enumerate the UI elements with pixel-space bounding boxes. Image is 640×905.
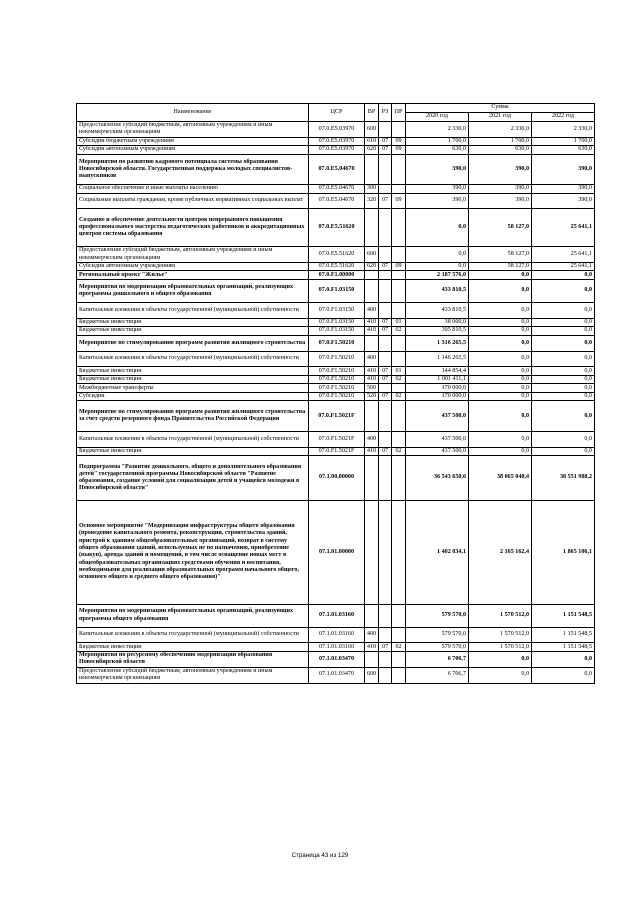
row-pr-cell (392, 122, 406, 138)
row-pr-cell (392, 501, 406, 604)
row-pr-cell (392, 303, 406, 319)
row-pr-cell (392, 604, 406, 627)
row-value-2021: 0,0 (469, 392, 532, 401)
row-vr-cell (365, 456, 379, 501)
row-vr-cell: 620 (365, 146, 379, 155)
row-pr-cell: 09 (392, 146, 406, 155)
table-row (77, 335, 595, 351)
row-name-cell: Предоставление субсидий бюджетным, автономным учреждениям и иным некоммерческим организациям (77, 247, 309, 263)
row-vr-cell: 410 (365, 327, 379, 336)
row-vr-cell: 400 (365, 351, 379, 367)
header-name: Наименование (77, 104, 309, 122)
row-name-cell: Бюджетные инвестиции (77, 327, 309, 336)
header-year-2021: 2021 год (469, 113, 532, 122)
row-vr-cell: 410 (365, 447, 379, 456)
row-vr-cell (365, 335, 379, 351)
row-name-cell: Субсидии бюджетным учреждениям (77, 137, 309, 146)
row-name-cell: Капитальные вложения в объекты государственной (муниципальной) собственности (77, 431, 309, 447)
row-csr-cell: 07.0.F1.5021F (309, 447, 365, 456)
row-pr-cell (392, 351, 406, 367)
row-csr-cell: 07.0.E5.03970 (309, 146, 365, 155)
row-value-2020: 38 000,0 (406, 318, 469, 327)
row-value-2021: 0,0 (469, 327, 532, 336)
row-value-2022: 1 151 548,5 (532, 643, 595, 652)
row-pr-cell: 09 (392, 262, 406, 271)
table-row (77, 262, 595, 271)
row-value-2021: 58 127,0 (469, 247, 532, 263)
table-row (77, 627, 595, 643)
row-vr-cell: 410 (365, 375, 379, 384)
row-value-2021: 1 700,0 (469, 137, 532, 146)
row-pr-cell: 01 (392, 367, 406, 376)
row-vr-cell: 600 (365, 667, 379, 683)
row-value-2021: 0,0 (469, 447, 532, 456)
row-rz-cell (379, 271, 392, 280)
row-name-cell: Бюджетные инвестиции (77, 318, 309, 327)
row-name-cell: Межбюджетные трансферты (77, 384, 309, 393)
table-row (77, 351, 595, 367)
row-csr-cell: 07.1.01.03470 (309, 667, 365, 683)
row-csr-cell: 07.0.F1.50210 (309, 351, 365, 367)
row-value-2020: 1 146 265,5 (406, 351, 469, 367)
row-rz-cell (379, 627, 392, 643)
budget-table (76, 103, 595, 684)
row-rz-cell: 07 (379, 392, 392, 401)
row-csr-cell: 07.1.01.03160 (309, 643, 365, 652)
row-vr-cell (365, 271, 379, 280)
row-csr-cell: 07.0.E5.51620 (309, 247, 365, 263)
row-name-cell: Мероприятия по развитию кадрового потенциала системы образования Новосибирской области. Государственная поддержка молодых специалистов-выпускников (77, 154, 309, 184)
row-value-2021: 1 570 512,0 (469, 643, 532, 652)
row-value-2020: 390,0 (406, 185, 469, 194)
row-value-2022: 390,0 (532, 154, 595, 184)
row-pr-cell: 09 (392, 193, 406, 209)
table-row (77, 456, 595, 501)
row-value-2021: 390,0 (469, 185, 532, 194)
row-value-2022: 0,0 (532, 401, 595, 431)
row-value-2020: 2 187 576,0 (406, 271, 469, 280)
row-pr-cell (392, 154, 406, 184)
table-row (77, 392, 595, 401)
row-rz-cell (379, 122, 392, 138)
row-rz-cell (379, 351, 392, 367)
row-vr-cell: 410 (365, 643, 379, 652)
table-row (77, 667, 595, 683)
row-name-cell: Субсидии (77, 392, 309, 401)
row-rz-cell (379, 303, 392, 319)
row-value-2020: 579 570,0 (406, 604, 469, 627)
row-name-cell: Создание и обеспечение деятельности центров непрерывного повышения профессионального мастерства педагогических работников и аккредитационных центров системы образования (77, 209, 309, 247)
row-value-2022: 25 641,1 (532, 247, 595, 263)
row-csr-cell: 07.0.F1.50210 (309, 367, 365, 376)
table-row (77, 193, 595, 209)
row-value-2020: 36 543 650,6 (406, 456, 469, 501)
row-value-2021: 38 065 048,4 (469, 456, 532, 501)
row-value-2022: 390,0 (532, 185, 595, 194)
row-value-2021: 0,0 (469, 401, 532, 431)
row-value-2021: 390,0 (469, 154, 532, 184)
row-value-2020: 2 330,0 (406, 122, 469, 138)
row-vr-cell: 320 (365, 193, 379, 209)
row-value-2020: 390,0 (406, 154, 469, 184)
row-pr-cell (392, 431, 406, 447)
row-value-2021: 1 570 512,0 (469, 604, 532, 627)
row-pr-cell (392, 384, 406, 393)
row-name-cell: Подпрограмма "Развитие дошкольного, общего и дополнительного образования детей" государственной программы Новосибирской области "Развитие образования, создание условий для социализации детей и учащейся молодежи в Новосибирской области" (77, 456, 309, 501)
row-pr-cell (392, 667, 406, 683)
table-row (77, 209, 595, 247)
row-value-2022: 0,0 (532, 279, 595, 302)
row-value-2022: 0,0 (532, 384, 595, 393)
table-row (77, 247, 595, 263)
row-csr-cell: 07.0.E5.03970 (309, 122, 365, 138)
row-pr-cell (392, 401, 406, 431)
row-rz-cell (379, 501, 392, 604)
row-value-2021: 0,0 (469, 303, 532, 319)
row-rz-cell (379, 185, 392, 194)
row-csr-cell: 07.0.F1.50210 (309, 392, 365, 401)
row-pr-cell: 09 (392, 137, 406, 146)
row-csr-cell: 07.0.E5.51620 (309, 262, 365, 271)
row-value-2020: 6 706,7 (406, 667, 469, 683)
row-value-2020: 579 570,0 (406, 643, 469, 652)
row-value-2021: 630,0 (469, 146, 532, 155)
table-row (77, 185, 595, 194)
row-value-2021: 0,0 (469, 375, 532, 384)
row-name-cell: Бюджетные инвестиции (77, 367, 309, 376)
row-value-2020: 437 500,0 (406, 431, 469, 447)
row-value-2021: 0,0 (469, 271, 532, 280)
row-pr-cell (392, 209, 406, 247)
row-pr-cell: 01 (392, 318, 406, 327)
row-vr-cell (365, 154, 379, 184)
row-name-cell: Субсидии автономным учреждениям (77, 262, 309, 271)
row-value-2021: 2 330,0 (469, 122, 532, 138)
table-row (77, 146, 595, 155)
row-pr-cell (392, 185, 406, 194)
row-csr-cell: 07.0.F1.03150 (309, 327, 365, 336)
header-vr: ВР (365, 104, 379, 122)
header-year-2020: 2020 год (406, 113, 469, 122)
row-value-2021: 58 127,0 (469, 262, 532, 271)
row-value-2022: 25 641,1 (532, 209, 595, 247)
header-sum: Сумма (406, 104, 595, 113)
row-value-2020: 0,0 (406, 209, 469, 247)
row-value-2020: 1 316 265,5 (406, 335, 469, 351)
row-value-2021: 0,0 (469, 318, 532, 327)
row-pr-cell (392, 627, 406, 643)
row-rz-cell (379, 667, 392, 683)
row-name-cell: Социальные выплаты гражданам, кроме публичных нормативных социальных выплат (77, 193, 309, 209)
table-row (77, 643, 595, 652)
header-rz: РЗ (379, 104, 392, 122)
row-rz-cell: 07 (379, 375, 392, 384)
row-value-2022: 1 151 548,5 (532, 604, 595, 627)
table-row (77, 447, 595, 456)
row-csr-cell: 07.1.01.03470 (309, 651, 365, 667)
row-value-2022: 630,0 (532, 146, 595, 155)
row-value-2021: 0,0 (469, 367, 532, 376)
table-row (77, 327, 595, 336)
row-value-2021: 58 127,0 (469, 209, 532, 247)
row-csr-cell: 07.0.F1.00000 (309, 271, 365, 280)
row-vr-cell: 600 (365, 122, 379, 138)
table-row (77, 401, 595, 431)
row-value-2020: 6 706,7 (406, 651, 469, 667)
row-pr-cell (392, 456, 406, 501)
row-csr-cell: 07.0.F1.50210 (309, 384, 365, 393)
row-value-2022: 0,0 (532, 447, 595, 456)
table-row (77, 604, 595, 627)
row-vr-cell: 410 (365, 318, 379, 327)
row-value-2022: 390,0 (532, 193, 595, 209)
row-value-2022: 0,0 (532, 651, 595, 667)
table-row (77, 501, 595, 604)
row-name-cell: Предоставление субсидий бюджетным, автономным учреждениям и иным некоммерческим организациям (77, 667, 309, 683)
row-value-2021: 0,0 (469, 335, 532, 351)
row-value-2022: 0,0 (532, 318, 595, 327)
row-value-2020: 0,0 (406, 262, 469, 271)
row-csr-cell: 07.1.00.00000 (309, 456, 365, 501)
row-name-cell: Региональный проект "Жилье" (77, 271, 309, 280)
row-vr-cell (365, 501, 379, 604)
row-rz-cell: 07 (379, 137, 392, 146)
row-csr-cell: 07.0.E5.04670 (309, 154, 365, 184)
row-vr-cell: 620 (365, 262, 379, 271)
row-csr-cell: 07.0.F1.03150 (309, 303, 365, 319)
row-csr-cell: 07.0.F1.03150 (309, 279, 365, 302)
table-row (77, 318, 595, 327)
row-rz-cell: 07 (379, 146, 392, 155)
row-rz-cell (379, 335, 392, 351)
table-row (77, 122, 595, 138)
row-value-2020: 437 500,0 (406, 447, 469, 456)
row-name-cell: Бюджетные инвестиции (77, 375, 309, 384)
row-pr-cell (392, 651, 406, 667)
row-name-cell: Капитальные вложения в объекты государственной (муниципальной) собственности (77, 303, 309, 319)
row-csr-cell: 07.1.01.03160 (309, 627, 365, 643)
row-value-2020: 390,0 (406, 193, 469, 209)
row-pr-cell (392, 279, 406, 302)
row-rz-cell: 07 (379, 318, 392, 327)
row-value-2022: 0,0 (532, 327, 595, 336)
row-value-2022: 2 330,0 (532, 122, 595, 138)
row-value-2022: 0,0 (532, 392, 595, 401)
row-vr-cell: 300 (365, 185, 379, 194)
row-value-2020: 1 700,0 (406, 137, 469, 146)
row-name-cell: Капитальные вложения в объекты государственной (муниципальной) собственности (77, 351, 309, 367)
table-row (77, 137, 595, 146)
row-csr-cell: 07.0.E5.04670 (309, 193, 365, 209)
row-value-2022: 1 151 548,5 (532, 627, 595, 643)
row-rz-cell: 07 (379, 262, 392, 271)
row-value-2021: 0,0 (469, 651, 532, 667)
header-year-2022: 2022 год (532, 113, 595, 122)
row-vr-cell: 410 (365, 367, 379, 376)
row-rz-cell (379, 209, 392, 247)
row-csr-cell: 07.1.01.00000 (309, 501, 365, 604)
row-pr-cell: 02 (392, 375, 406, 384)
page-number: Страница 43 из 129 (291, 852, 349, 859)
row-value-2020: 433 810,5 (406, 279, 469, 302)
row-value-2020: 0,0 (406, 247, 469, 263)
row-rz-cell (379, 604, 392, 627)
table-row (77, 651, 595, 667)
row-vr-cell: 600 (365, 247, 379, 263)
header-csr: ЦСР (309, 104, 365, 122)
row-vr-cell: 500 (365, 384, 379, 393)
row-value-2021: 0,0 (469, 431, 532, 447)
row-name-cell: Социальное обеспечение и иные выплаты населению (77, 185, 309, 194)
row-value-2022: 0,0 (532, 303, 595, 319)
row-value-2022: 38 551 988,2 (532, 456, 595, 501)
row-name-cell: Мероприятие по стимулированию программ развития жилищного строительства (77, 335, 309, 351)
row-pr-cell: 02 (392, 327, 406, 336)
row-vr-cell: 400 (365, 303, 379, 319)
row-csr-cell: 07.0.F1.50210 (309, 335, 365, 351)
row-value-2021: 390,0 (469, 193, 532, 209)
row-value-2020: 1 402 034,1 (406, 501, 469, 604)
row-value-2020: 144 854,4 (406, 367, 469, 376)
row-value-2022: 0,0 (532, 335, 595, 351)
row-value-2022: 1 865 106,1 (532, 501, 595, 604)
row-csr-cell: 07.0.F1.5021F (309, 431, 365, 447)
row-rz-cell (379, 431, 392, 447)
row-value-2022: 0,0 (532, 351, 595, 367)
row-value-2022: 0,0 (532, 667, 595, 683)
table-row (77, 375, 595, 384)
row-name-cell: Основное мероприятие "Модернизация инфраструктуры общего образования (проведение капитального ремонта, реконструкции, строительства зданий, пристрой к зданиям общеобразовательных организаций, возврат в систему общего образования зданий, используемых не по назначению, приобретение (выкуп), аренда зданий и помещений, в том числе оснащение новых мест в общеобразовательных организациях средствами обучения и воспитания, необходимыми для реализации образовательных программ начального общего, основного общего и среднего общего образования)" (77, 501, 309, 604)
table-row (77, 384, 595, 393)
row-csr-cell: 07.0.E5.51620 (309, 209, 365, 247)
row-vr-cell (365, 401, 379, 431)
row-rz-cell (379, 279, 392, 302)
table-row (77, 271, 595, 280)
row-rz-cell: 07 (379, 367, 392, 376)
row-csr-cell: 07.0.E5.04670 (309, 185, 365, 194)
row-rz-cell (379, 247, 392, 263)
table-row (77, 279, 595, 302)
row-rz-cell (379, 401, 392, 431)
header-pr: ПР (392, 104, 406, 122)
row-rz-cell: 07 (379, 447, 392, 456)
row-name-cell: Бюджетные инвестиции (77, 643, 309, 652)
row-value-2020: 170 000,0 (406, 392, 469, 401)
row-csr-cell: 07.0.F1.5021F (309, 401, 365, 431)
row-vr-cell: 520 (365, 392, 379, 401)
row-pr-cell: 02 (392, 643, 406, 652)
row-vr-cell: 610 (365, 137, 379, 146)
row-rz-cell: 07 (379, 327, 392, 336)
row-value-2020: 395 810,5 (406, 327, 469, 336)
table-row (77, 154, 595, 184)
row-value-2020: 170 000,0 (406, 384, 469, 393)
row-pr-cell: 02 (392, 392, 406, 401)
row-csr-cell: 07.1.01.03160 (309, 604, 365, 627)
row-vr-cell: 400 (365, 627, 379, 643)
row-value-2021: 0,0 (469, 667, 532, 683)
row-value-2020: 630,0 (406, 146, 469, 155)
row-rz-cell: 07 (379, 643, 392, 652)
table-body (77, 122, 595, 684)
row-vr-cell (365, 651, 379, 667)
row-name-cell: Мероприятия по ресурсному обеспечению модернизации образования Новосибирской области (77, 651, 309, 667)
row-value-2022: 0,0 (532, 271, 595, 280)
row-value-2021: 0,0 (469, 384, 532, 393)
table-row (77, 367, 595, 376)
row-value-2022: 0,0 (532, 367, 595, 376)
row-pr-cell (392, 247, 406, 263)
row-value-2020: 437 500,0 (406, 401, 469, 431)
row-name-cell: Капитальные вложения в объекты государственной (муниципальной) собственности (77, 627, 309, 643)
row-csr-cell: 07.0.E5.03970 (309, 137, 365, 146)
row-pr-cell (392, 271, 406, 280)
row-pr-cell (392, 335, 406, 351)
row-name-cell: Мероприятие по стимулированию программ развития жилищного строительства за счет средств резервного фонда Правительства Российской Федерации (77, 401, 309, 431)
row-vr-cell (365, 279, 379, 302)
row-value-2022: 0,0 (532, 431, 595, 447)
row-name-cell: Мероприятия по модернизации образовательных организаций, реализующих программы дошкольного и общего образования (77, 279, 309, 302)
table-row (77, 303, 595, 319)
row-value-2021: 1 570 512,0 (469, 627, 532, 643)
row-rz-cell (379, 651, 392, 667)
row-name-cell: Мероприятия по модернизации образовательных организаций, реализующих программы общего образования (77, 604, 309, 627)
row-vr-cell (365, 604, 379, 627)
row-value-2021: 2 165 162,4 (469, 501, 532, 604)
row-value-2021: 0,0 (469, 351, 532, 367)
row-name-cell: Предоставление субсидий бюджетным, автономным учреждениям и иным некоммерческим организациям (77, 122, 309, 138)
row-rz-cell: 07 (379, 193, 392, 209)
row-csr-cell: 07.0.F1.03150 (309, 318, 365, 327)
table-row (77, 431, 595, 447)
row-value-2020: 1 001 411,1 (406, 375, 469, 384)
row-value-2022: 0,0 (532, 375, 595, 384)
row-rz-cell (379, 456, 392, 501)
row-value-2021: 0,0 (469, 279, 532, 302)
row-rz-cell (379, 384, 392, 393)
row-name-cell: Субсидии автономным учреждениям (77, 146, 309, 155)
row-csr-cell: 07.0.F1.50210 (309, 375, 365, 384)
row-vr-cell (365, 209, 379, 247)
row-value-2022: 1 700,0 (532, 137, 595, 146)
row-vr-cell: 400 (365, 431, 379, 447)
row-value-2020: 579 570,0 (406, 627, 469, 643)
row-value-2020: 433 810,5 (406, 303, 469, 319)
row-rz-cell (379, 154, 392, 184)
row-value-2022: 25 641,1 (532, 262, 595, 271)
row-pr-cell: 02 (392, 447, 406, 456)
row-name-cell: Бюджетные инвестиции (77, 447, 309, 456)
